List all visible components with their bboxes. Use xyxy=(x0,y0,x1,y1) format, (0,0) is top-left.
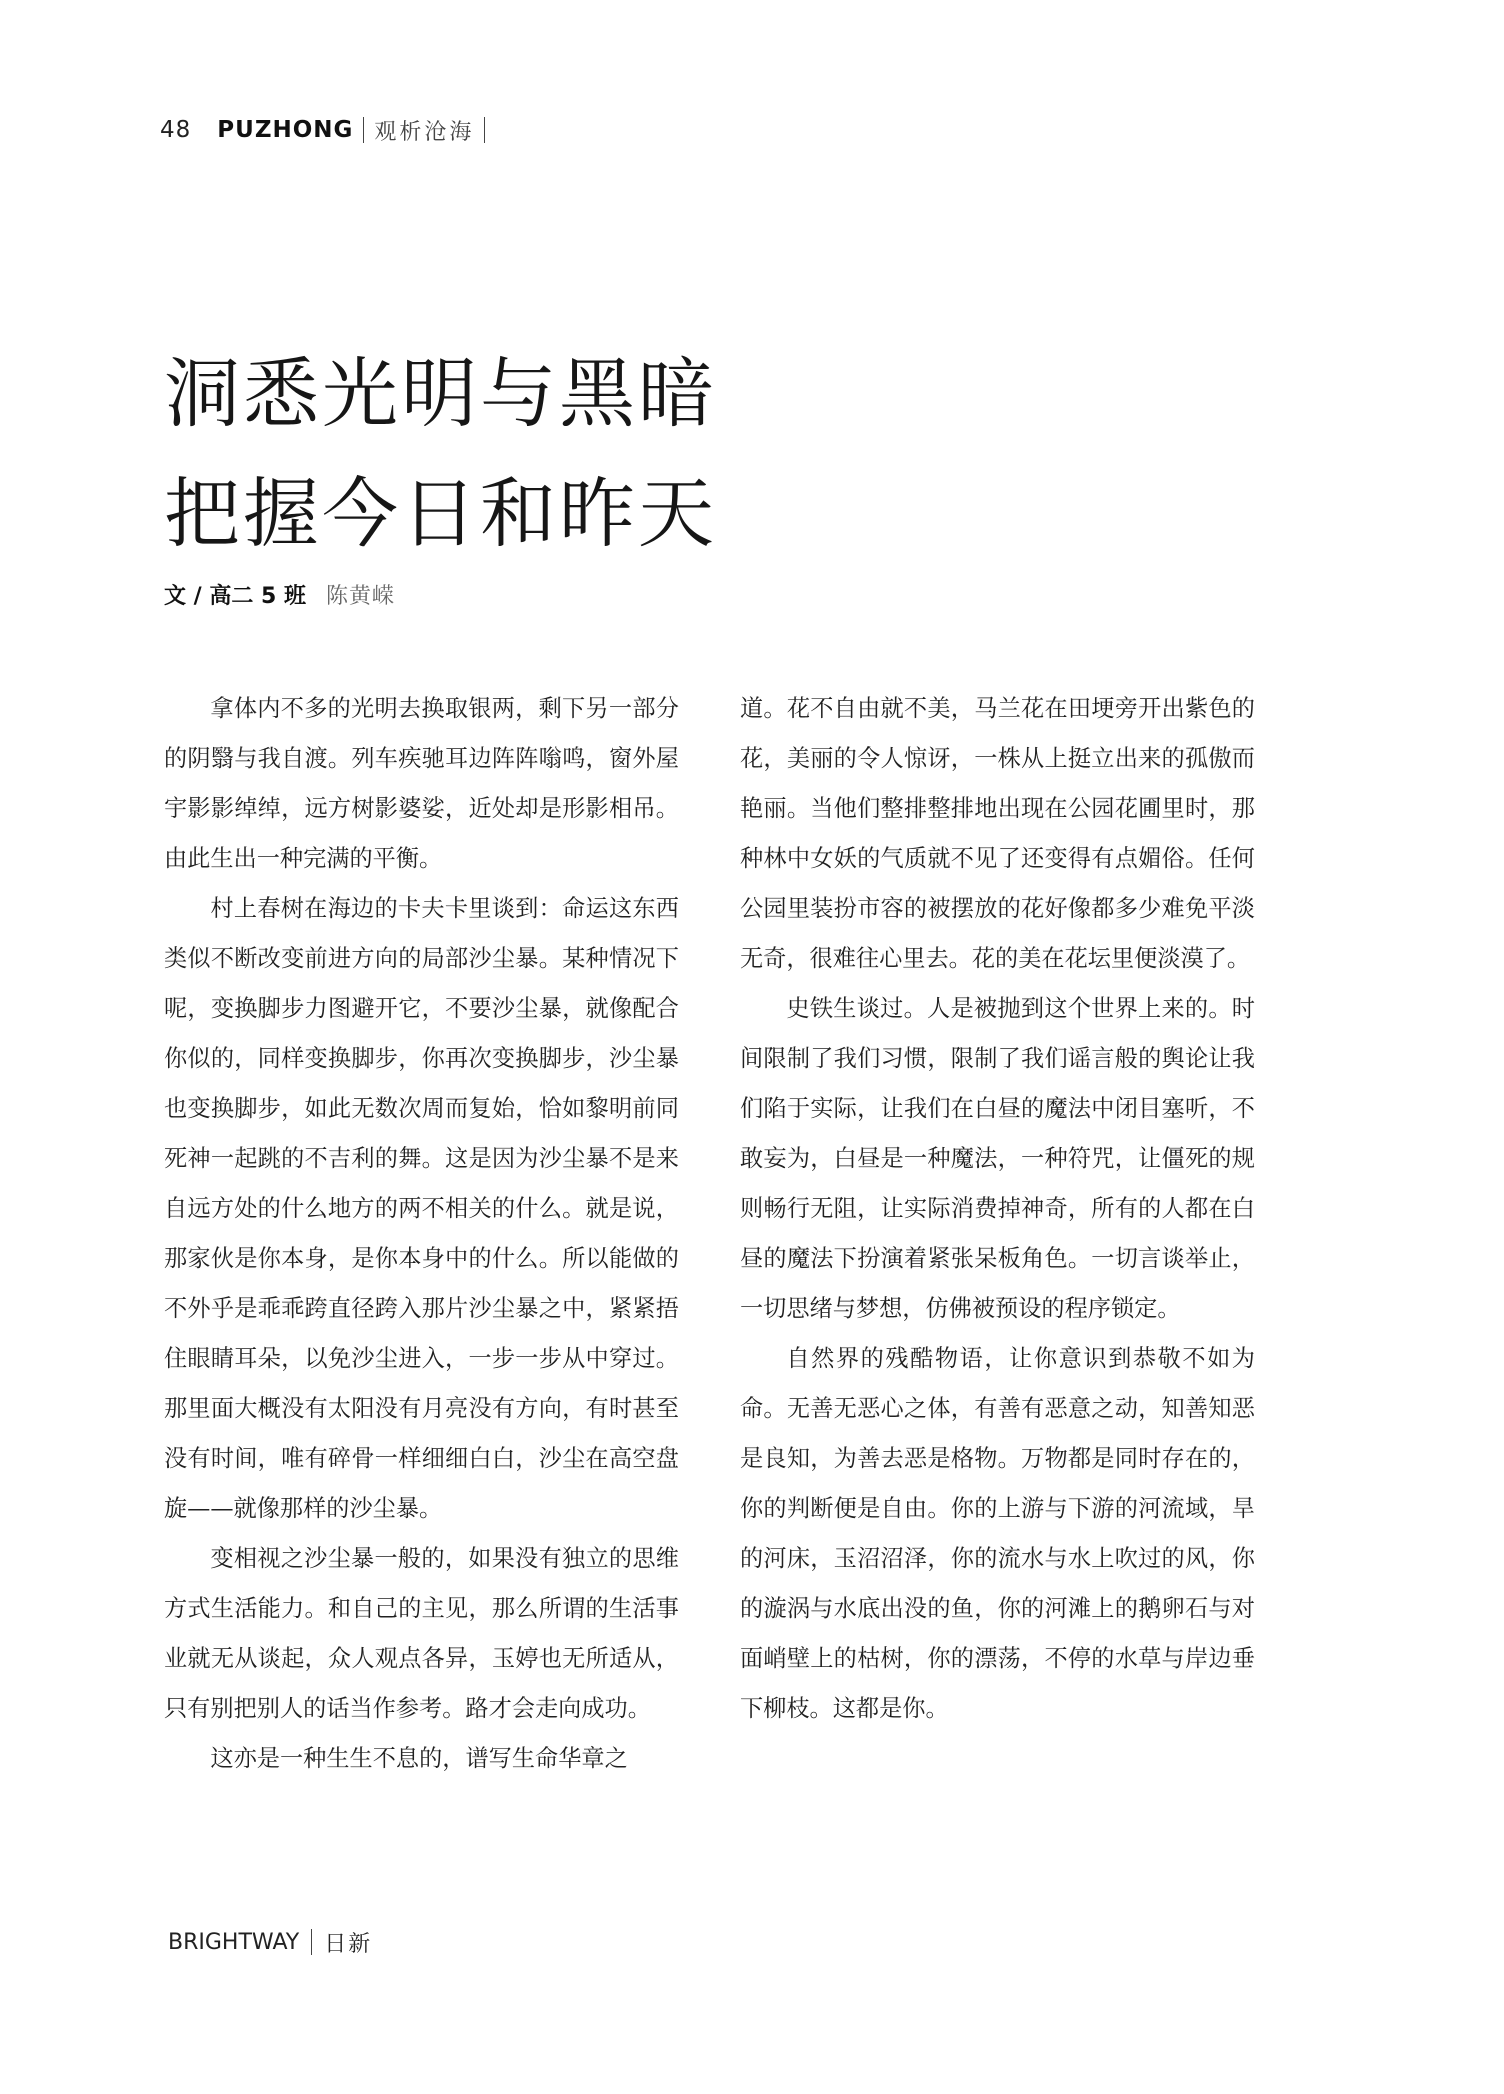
article-right-column xyxy=(740,684,1255,1734)
page-number: 48 xyxy=(160,117,192,143)
byline-author: 陈黄嵘 xyxy=(325,583,395,609)
paragraph: 这亦是一种生生不息的，谱写生命华章之 xyxy=(210,1745,628,1772)
page-header xyxy=(160,114,495,146)
article-left-column xyxy=(164,684,679,1784)
header-divider xyxy=(363,117,364,143)
footer-divider xyxy=(311,1929,312,1955)
magazine-brand: PUZHONG xyxy=(217,117,354,143)
paragraph: 史铁生谈过。人是被抛到这个世界上来的。时间限制了我们习惯，限制了我们谣言般的舆论让我们陷于实际，让我们在白昼的魔法中闭目塞听，不敢妄为，白昼是一种魔法，一种符咒，让僵死的规则畅行无阻，让实际消费掉神奇，所有的人都在白昼的魔法下扮演着紧张呆板角色。一切言谈举止，一切思绪与梦想，仿佛被预设的程序锁定。 xyxy=(740,995,1255,1322)
paragraph: 自然界的残酷物语，让你意识到恭敬不如为命。无善无恶心之体，有善有恶意之动，知善知恶是良知，为善去恶是格物。万物都是同时存在的，你的判断便是自由。你的上游与下游的河流域，旱的河床，玉沼沼泽，你的流水与水上吹过的风，你的漩涡与水底出没的鱼，你的河滩上的鹅卵石与对面峭壁上的枯树，你的漂荡，不停的水草与岸边垂下柳枝。这都是你。 xyxy=(740,1345,1255,1722)
article-title xyxy=(164,334,717,574)
paragraph: 变相视之沙尘暴一般的，如果没有独立的思维方式生活能力。和自己的主见，那么所谓的生活事业就无从谈起，众人观点各异，玉婷也无所适从，只有别把别人的话当作参考。路才会走向成功。 xyxy=(164,1545,679,1722)
byline xyxy=(164,576,395,612)
footer-section: 日新 xyxy=(324,1931,373,1957)
title-line-1: 洞悉光明与黑暗 xyxy=(164,349,717,438)
paragraph: 拿体内不多的光明去换取银两，剩下另一部分的阴翳与我自渡。列车疾驰耳边阵阵嗡鸣，窗外屋宇影影绰绰，远方树影婆娑，近处却是形影相吊。由此生出一种完满的平衡。 xyxy=(164,695,679,872)
title-line-2: 把握今日和昨天 xyxy=(164,469,717,558)
byline-class: 文 / 高二 5 班 xyxy=(164,583,306,609)
header-divider-end xyxy=(484,117,485,143)
paragraph-continued: 道。花不自由就不美，马兰花在田埂旁开出紫色的花，美丽的令人惊讶，一株从上挺立出来的孤傲而艳丽。当他们整排整排地出现在公园花圃里时，那种林中女妖的气质就不见了还变得有点媚俗。任何公园里装扮市容的被摆放的花好像都多少难免平淡无奇，很难往心里去。花的美在花坛里便淡漠了。 xyxy=(740,695,1255,972)
page-footer xyxy=(168,1926,372,1958)
paragraph: 村上春树在海边的卡夫卡里谈到：命运这东西类似不断改变前进方向的局部沙尘暴。某种情况下呢，变换脚步力图避开它，不要沙尘暴，就像配合你似的，同样变换脚步，你再次变换脚步，沙尘暴也变换脚步，如此无数次周而复始，恰如黎明前同死神一起跳的不吉利的舞。这是因为沙尘暴不是来自远方处的什么地方的两不相关的什么。就是说，那家伙是你本身，是你本身中的什么。所以能做的不外乎是乖乖跨直径跨入那片沙尘暴之中，紧紧捂住眼睛耳朵，以免沙尘进入，一步一步从中穿过。那里面大概没有太阳没有月亮没有方向，有时甚至没有时间，唯有碎骨一样细细白白，沙尘在高空盘旋——就像那样的沙尘暴。 xyxy=(164,895,679,1522)
footer-brand: BRIGHTWAY xyxy=(168,1929,300,1955)
section-name: 观析沧海 xyxy=(374,119,475,145)
